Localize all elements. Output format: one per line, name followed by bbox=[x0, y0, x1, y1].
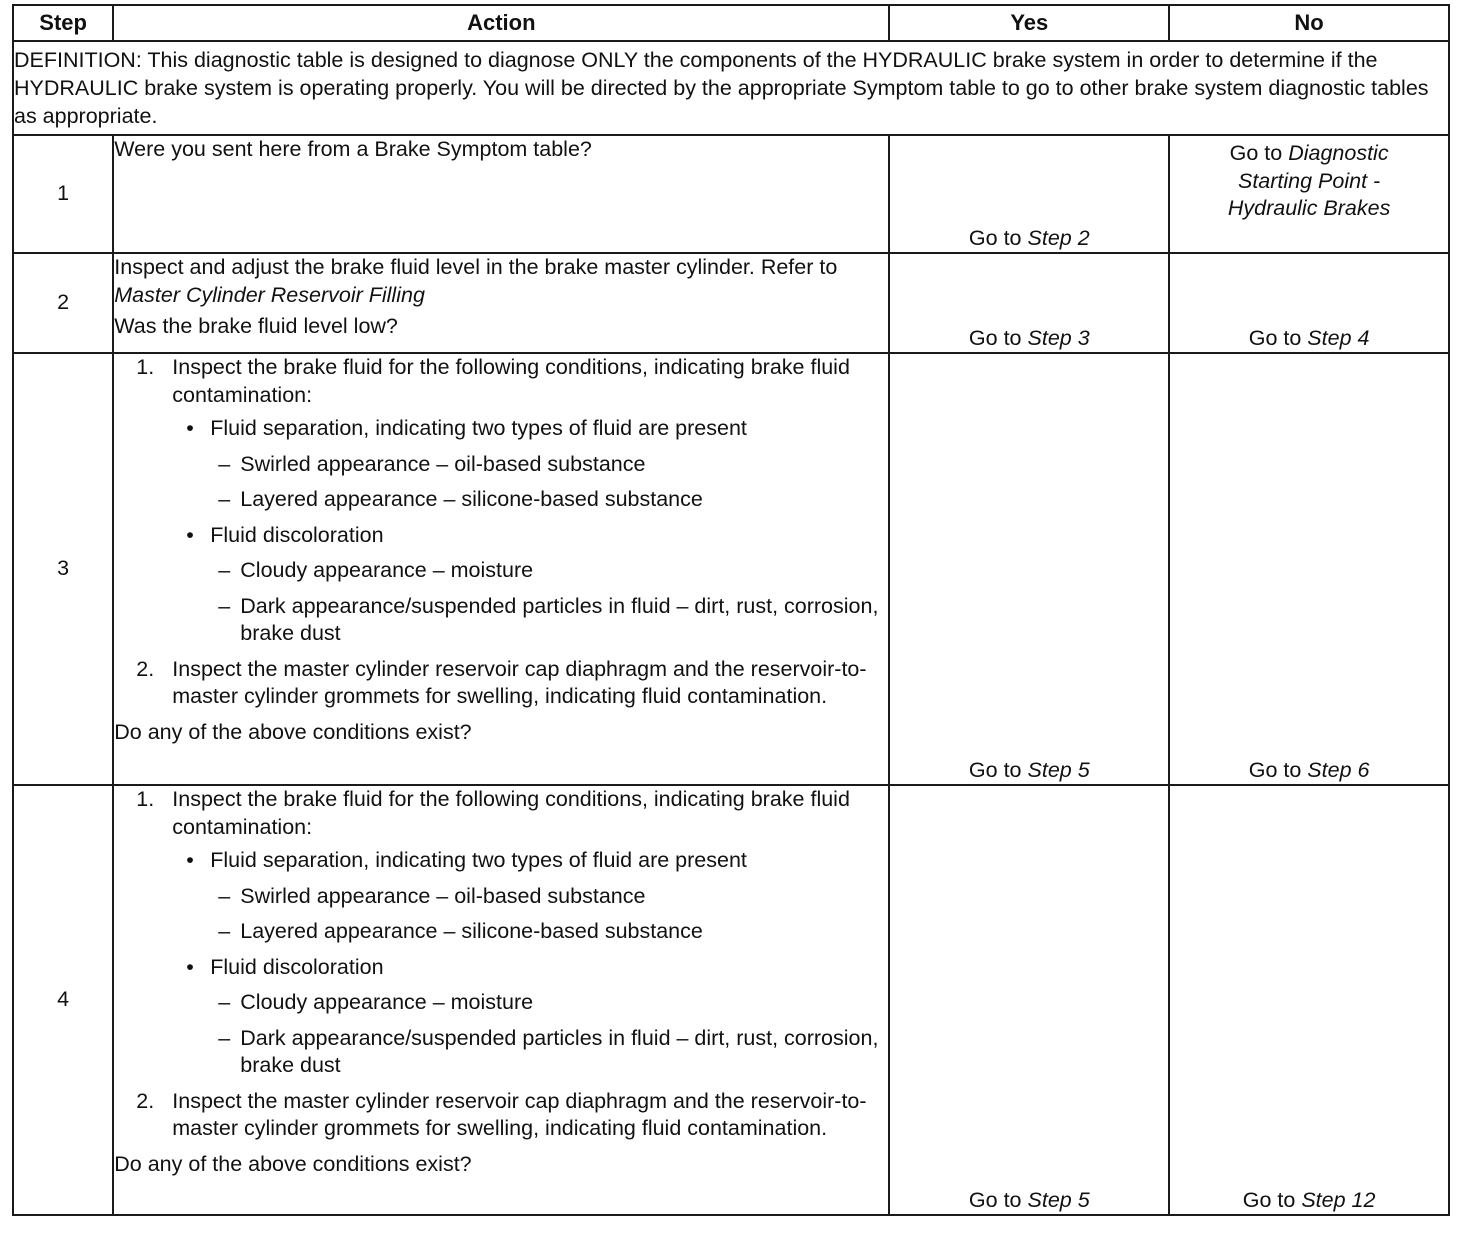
table-row-step-1 bbox=[13, 135, 1449, 253]
dash-item: – Dark appearance/suspended particles in fluid – dirt, rust, corrosion, brake dust bbox=[218, 593, 879, 645]
list-item-text: Inspect the brake fluid for the following conditions, indicating brake fluid contamination: bbox=[172, 355, 850, 407]
no-ref-line-3: Hydraulic Brakes bbox=[1227, 196, 1391, 220]
go-to-label: Go to bbox=[1229, 141, 1283, 165]
action-cell bbox=[113, 253, 889, 353]
dash-item: – Layered appearance – silicone-based substance bbox=[218, 487, 703, 511]
header-yes: Yes bbox=[889, 5, 1169, 41]
no-cell bbox=[1169, 253, 1449, 353]
dash-item: – Swirled appearance – oil-based substance bbox=[218, 451, 646, 476]
yes-cell bbox=[889, 135, 1169, 253]
dash-item: – Swirled appearance – oil-based substance bbox=[218, 883, 646, 908]
list-item-text: Inspect the brake fluid for the following conditions, indicating brake fluid contamination: bbox=[172, 787, 850, 839]
question-text: Was the brake fluid level low? bbox=[114, 314, 398, 338]
go-to-label: Go to bbox=[968, 1187, 1022, 1212]
step-number: 2 bbox=[13, 253, 113, 353]
list-item: 1. Inspect the brake fluid for the following conditions, indicating brake fluid contamination: • Fluid separation, indicating two types of fluid are present – Swirled appearance – oil-based substance – Layered appearance – silicone-based substance • Fluid discoloration – Cloudy appearance – moisture – Dark appearance/suspended particles in fluid – dirt, rust, corrosion, brake dust bbox=[114, 786, 888, 1080]
list-item-text: Inspect the master cylinder reservoir cap diaphragm and the reservoir-to-master cylinder grommets for swelling, indicating fluid contamination. bbox=[172, 1088, 867, 1140]
numbered-list bbox=[114, 354, 888, 711]
question-text: Do any of the above conditions exist? bbox=[114, 719, 472, 744]
no-step-ref: Step 6 bbox=[1307, 757, 1370, 782]
bullet-item: • Fluid separation, indicating two types of fluid are present – Swirled appearance – oil-based substance – Layered appearance – silicone-based substance bbox=[172, 415, 888, 514]
no-cell bbox=[1169, 135, 1449, 253]
dash-list bbox=[210, 451, 888, 514]
go-to-label: Go to bbox=[968, 225, 1022, 250]
go-to-label: Go to bbox=[1248, 757, 1302, 782]
yes-step-ref: Step 5 bbox=[1027, 757, 1090, 782]
bullet-item: • Fluid separation, indicating two types of fluid are present – Swirled appearance – oil-based substance – Layered appearance – silicone-based substance bbox=[172, 847, 888, 946]
dash-list bbox=[210, 883, 888, 946]
instruction-text bbox=[114, 254, 888, 309]
table-row-step-2 bbox=[13, 253, 1449, 353]
bullet-text: Fluid discoloration bbox=[210, 522, 384, 547]
no-cell bbox=[1169, 353, 1449, 785]
bullet-text: Fluid separation, indicating two types of fluid are present bbox=[210, 416, 747, 440]
numbered-list bbox=[114, 786, 888, 1143]
diagnostic-table bbox=[12, 4, 1450, 1216]
list-item-text: Inspect the master cylinder reservoir cap diaphragm and the reservoir-to-master cylinder grommets for swelling, indicating fluid contamination. bbox=[172, 656, 867, 708]
header-action: Action bbox=[113, 5, 889, 41]
question-text: Were you sent here from a Brake Symptom table? bbox=[114, 137, 592, 161]
list-item: 2. Inspect the master cylinder reservoir cap diaphragm and the reservoir-to-master cylinder grommets for swelling, indicating fluid contamination. bbox=[136, 1088, 867, 1140]
go-to-label: Go to bbox=[1248, 325, 1302, 350]
table-row-step-4 bbox=[13, 785, 1449, 1215]
question-text: Do any of the above conditions exist? bbox=[114, 1151, 472, 1176]
list-item: 2. Inspect the master cylinder reservoir cap diaphragm and the reservoir-to-master cylinder grommets for swelling, indicating fluid contamination. bbox=[136, 656, 867, 708]
header-row bbox=[13, 5, 1449, 41]
dash-list bbox=[210, 989, 888, 1080]
no-step-ref: Step 4 bbox=[1307, 325, 1370, 350]
action-cell bbox=[113, 785, 889, 1215]
bullet-text: Fluid discoloration bbox=[210, 954, 384, 979]
go-to-label: Go to bbox=[968, 325, 1022, 350]
dash-item: – Layered appearance – silicone-based substance bbox=[218, 919, 703, 943]
yes-step-ref: Step 3 bbox=[1027, 325, 1090, 350]
yes-cell bbox=[889, 785, 1169, 1215]
dash-item: – Dark appearance/suspended particles in fluid – dirt, rust, corrosion, brake dust bbox=[218, 1025, 879, 1077]
no-ref-line-1: Diagnostic bbox=[1288, 141, 1389, 165]
action-cell bbox=[113, 353, 889, 785]
step-number: 1 bbox=[13, 135, 113, 253]
bullet-item: • Fluid discoloration – Cloudy appearance – moisture – Dark appearance/suspended particles in fluid – dirt, rust, corrosion, brake dust bbox=[172, 522, 888, 648]
yes-cell bbox=[889, 253, 1169, 353]
go-to-label: Go to bbox=[968, 757, 1022, 782]
yes-step-ref: Step 5 bbox=[1027, 1187, 1090, 1212]
table-row-step-3 bbox=[13, 353, 1449, 785]
dash-list bbox=[210, 557, 888, 648]
bullet-list bbox=[172, 847, 888, 1080]
action-cell bbox=[113, 135, 889, 253]
no-cell bbox=[1169, 785, 1449, 1215]
go-to-label: Go to bbox=[1242, 1187, 1296, 1212]
instruction-main: Inspect and adjust the brake fluid level in the brake master cylinder. Refer to bbox=[114, 255, 838, 279]
header-step: Step bbox=[13, 5, 113, 41]
bullet-list bbox=[172, 415, 888, 648]
bullet-item: • Fluid discoloration – Cloudy appearance – moisture – Dark appearance/suspended particles in fluid – dirt, rust, corrosion, brake dust bbox=[172, 954, 888, 1080]
dash-item: – Cloudy appearance – moisture bbox=[218, 558, 534, 582]
definition-row bbox=[13, 41, 1449, 135]
dash-item: – Cloudy appearance – moisture bbox=[218, 990, 534, 1014]
list-item: 1. Inspect the brake fluid for the following conditions, indicating brake fluid contamination: • Fluid separation, indicating two types of fluid are present – Swirled appearance – oil-based substance – Layered appearance – silicone-based substance • Fluid discoloration – Cloudy appearance – moisture – Dark appearance/suspended particles in fluid – dirt, rust, corrosion, brake dust bbox=[114, 354, 888, 648]
no-step-ref: Step 12 bbox=[1301, 1187, 1376, 1212]
step-number: 3 bbox=[13, 353, 113, 785]
step-number: 4 bbox=[13, 785, 113, 1215]
header-no: No bbox=[1169, 5, 1449, 41]
no-ref-line-2: Starting Point - bbox=[1237, 168, 1381, 193]
bullet-text: Fluid separation, indicating two types of fluid are present bbox=[210, 848, 747, 872]
yes-cell bbox=[889, 353, 1169, 785]
reference-link: Master Cylinder Reservoir Filling bbox=[114, 282, 425, 307]
definition-text: DEFINITION: This diagnostic table is designed to diagnose ONLY the components of the HYDRAULIC brake system in order to determine if the HYDRAULIC brake system is operating properly. You will be directed by the appropriate Symptom table to go to other brake system diagnostic tables as appropriate. bbox=[13, 41, 1449, 135]
yes-step-ref: Step 2 bbox=[1027, 225, 1090, 250]
